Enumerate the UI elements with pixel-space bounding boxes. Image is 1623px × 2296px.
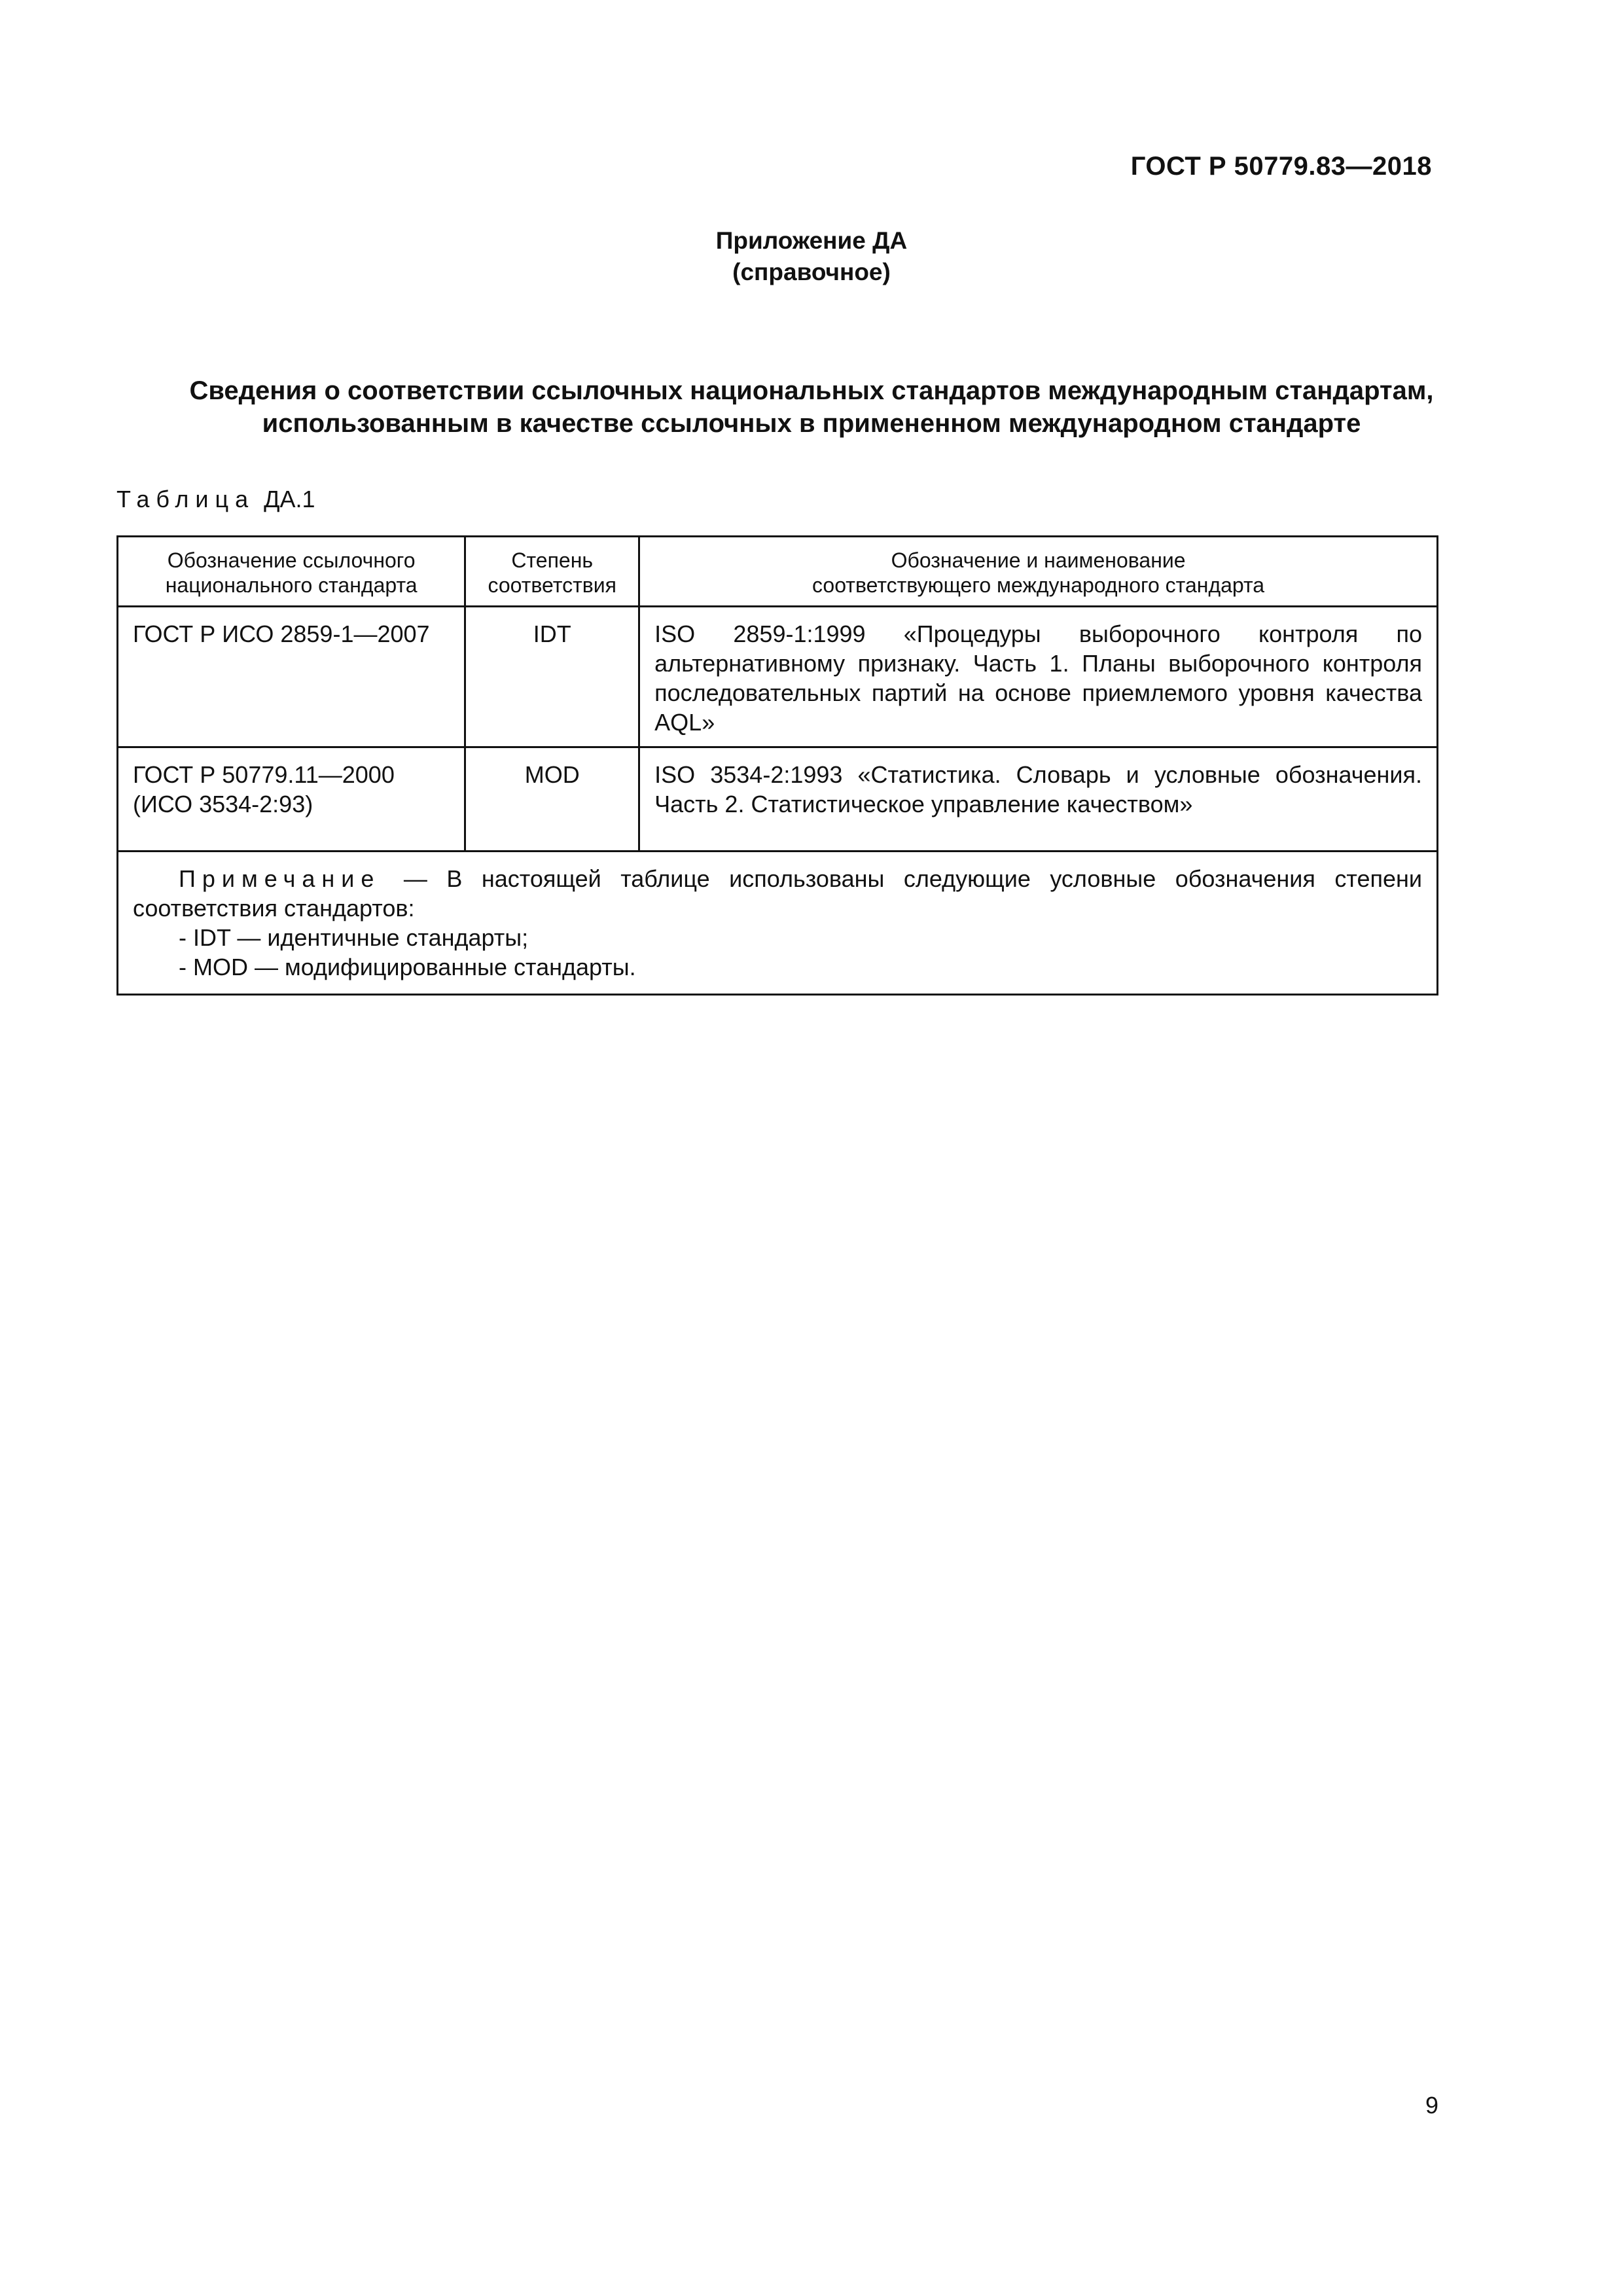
column-header-international-line-2: соответствующего международного стандарта: [812, 573, 1265, 597]
note-item: - MOD — модифицированные стандарты.: [179, 954, 636, 980]
table-header-row: [118, 537, 1438, 607]
table-row: [118, 747, 1438, 852]
column-header-degree-line-1: Степень: [511, 548, 594, 572]
note-text: [133, 864, 1422, 923]
appendix-header: [0, 225, 1623, 288]
table-caption-label: Таблица: [116, 486, 255, 512]
note-body: — В настоящей таблице использованы следующие условные обозначения степени соответствия стандартов:: [133, 865, 1422, 922]
page-number: 9: [1425, 2092, 1438, 2119]
column-header-national-line-2: национального стандарта: [165, 573, 418, 597]
national-standard-extra: (ИСО 3534-2:93): [133, 791, 313, 817]
cell-international: [639, 747, 1438, 852]
degree-value: IDT: [533, 620, 571, 647]
column-header-degree-line-2: соответствия: [488, 573, 616, 597]
table-note-row: [118, 852, 1438, 995]
table-note: [118, 852, 1438, 995]
national-standard: ГОСТ Р 50779.11—2000: [133, 761, 395, 788]
cell-degree: [465, 607, 639, 747]
table-row: [118, 607, 1438, 747]
section-heading-line-2: использованным в качестве ссылочных в примененном международном стандарте: [262, 409, 1361, 438]
cell-international: [639, 607, 1438, 747]
table-caption: [116, 486, 315, 513]
appendix-subtitle: (справочное): [732, 259, 891, 285]
column-header-international-line-1: Обозначение и наименование: [891, 548, 1186, 572]
note-item: - IDT — идентичные стандарты;: [179, 924, 529, 951]
international-standard: ISO 3534-2:1993 «Статистика. Словарь и условные обозначения. Часть 2. Статистическое управление качеством»: [654, 761, 1422, 817]
note-label: Примечание: [179, 865, 381, 892]
column-header-national-line-1: Обозначение ссылочного: [167, 548, 416, 572]
cell-national: [118, 607, 465, 747]
column-header-international: [639, 537, 1438, 607]
table-caption-number: ДА.1: [264, 486, 315, 512]
column-header-national: [118, 537, 465, 607]
section-heading: [0, 374, 1623, 440]
cell-national: [118, 747, 465, 852]
column-header-degree: [465, 537, 639, 607]
international-standard: ISO 2859-1:1999 «Процедуры выборочного контроля по альтернативному признаку. Часть 1. Планы выборочного контроля последовательных партий на основе приемлемого уровня качества AQL»: [654, 620, 1422, 736]
appendix-title: Приложение ДА: [715, 227, 908, 254]
degree-value: MOD: [524, 761, 580, 788]
national-standard: ГОСТ Р ИСО 2859-1—2007: [133, 620, 430, 647]
section-heading-line-1: Сведения о соответствии ссылочных национальных стандартов международным стандартам,: [189, 376, 1434, 405]
cell-degree: [465, 747, 639, 852]
document-code: ГОСТ Р 50779.83—2018: [1130, 152, 1432, 181]
correspondence-table: [116, 535, 1438, 996]
